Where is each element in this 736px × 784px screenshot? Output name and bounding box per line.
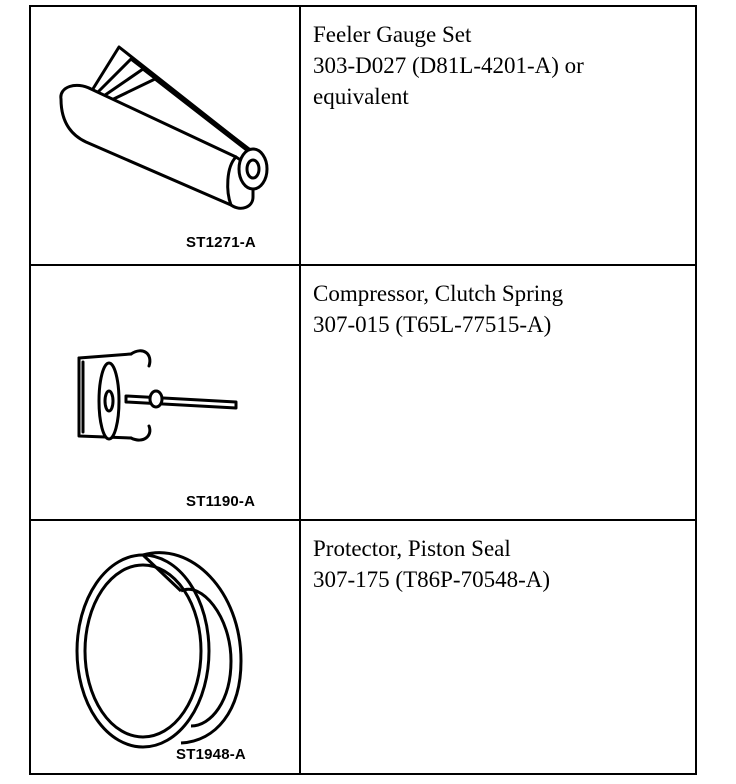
tool-name: Compressor, Clutch Spring xyxy=(313,281,564,306)
tool-note: equivalent xyxy=(313,84,409,109)
tool-description xyxy=(301,266,695,521)
tool-description xyxy=(301,521,695,773)
tool-illustration-cell xyxy=(31,521,301,773)
tool-name: Feeler Gauge Set xyxy=(313,22,472,47)
table-row xyxy=(31,519,695,773)
special-tools-table xyxy=(29,5,697,775)
piston-seal-protector-illustration xyxy=(31,521,299,775)
illustration-code: ST1190-A xyxy=(186,493,256,510)
feeler-gauge-illustration xyxy=(31,7,299,266)
clutch-spring-compressor-illustration xyxy=(31,266,299,523)
tool-description xyxy=(301,7,695,266)
illustration-code: ST1948-A xyxy=(176,746,246,763)
tool-part-number: 303-D027 (D81L-4201-A) or xyxy=(313,53,584,78)
tool-part-number: 307-015 (T65L-77515-A) xyxy=(313,312,552,337)
table-row xyxy=(31,264,695,521)
tool-part-number: 307-175 (T86P-70548-A) xyxy=(313,567,550,592)
tool-illustration-cell xyxy=(31,266,301,521)
tool-illustration-cell xyxy=(31,7,301,266)
tool-name: Protector, Piston Seal xyxy=(313,536,511,561)
table-row xyxy=(31,7,695,266)
illustration-code: ST1271-A xyxy=(186,234,256,251)
